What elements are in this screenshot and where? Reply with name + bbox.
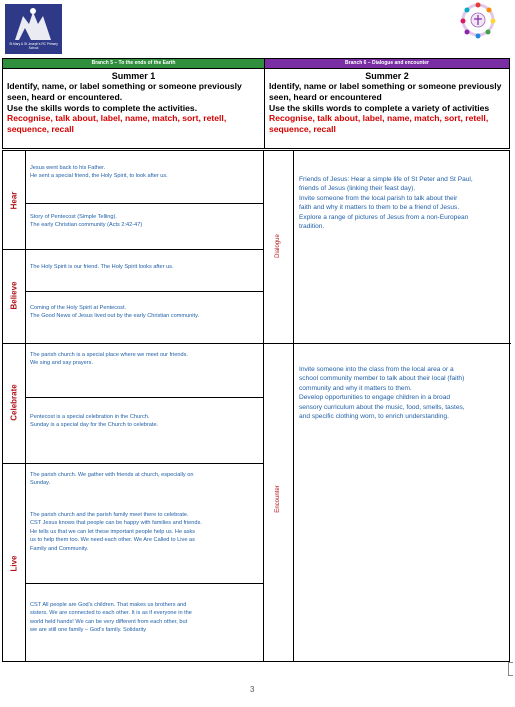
label-hear: Hear <box>9 191 19 210</box>
content-grid <box>2 150 510 662</box>
text-line: We sing and say prayers. <box>30 360 94 367</box>
text-line: Coming of the Holy Spirit at Pentecost. <box>30 305 127 311</box>
school-name: St Mary & St Joseph's RC Primary School <box>9 42 58 51</box>
text-line: Jesus went back to his Father. <box>30 165 106 171</box>
text-line: Sunday is a special day for the Church to celebrate. <box>30 422 159 429</box>
text-line: The parish church and the parish family meet there to celebrate. <box>30 512 189 518</box>
text-line: us to help them too. We need each other. We Are Called to Live as <box>30 537 195 544</box>
text-line: and specific clothing worn, to enrich understanding. <box>299 413 449 421</box>
label-believe: Believe <box>9 281 19 310</box>
encounter-cell <box>299 365 509 421</box>
label-celebrate: Celebrate <box>9 384 19 421</box>
dialogue-cell <box>299 175 509 231</box>
believe-cell-1 <box>30 263 260 271</box>
diocese-logo <box>459 1 497 39</box>
text-line: sensory curriculum about the music, food, smells, tastes, <box>299 403 465 411</box>
summer2-instruction: Use the skills words to complete a variety of activities <box>269 102 490 113</box>
text-line: Sunday. <box>30 480 51 487</box>
wreath-icon <box>459 1 497 39</box>
text-line: Invite someone from the local parish to talk about their <box>299 194 458 202</box>
text-line: sisters. We are connected to each other. It is as if everyone in the <box>30 610 192 617</box>
summer2-title: Summer 2 <box>365 71 409 81</box>
text-line: we are still one family – God’s family. Solidarity <box>30 627 147 634</box>
label-encounter: Encounter <box>275 485 281 513</box>
text-line: The Holy Spirit is our friend. The Holy Spirit looks after us. <box>30 264 174 270</box>
label-dialogue: Dialogue <box>275 234 281 258</box>
summer1-overview <box>3 69 265 148</box>
text-line: Develop opportunities to engage children in a broad <box>299 394 451 402</box>
summer1-skills: Recognise, talk about, label, name, match, sort, retell, sequence, recall <box>7 113 227 135</box>
text-line: Invite someone into the class from the local area or a <box>299 366 454 373</box>
text-line: friends of Jesus (linking their feast day). <box>299 185 416 193</box>
celebrate-cell-2 <box>30 413 260 430</box>
celebrate-cell-1 <box>30 351 260 368</box>
page-number: 3 <box>250 685 255 694</box>
text-line: school community member to talk about their local (faith) <box>299 375 465 383</box>
text-line: CST All people are God’s children. That makes us brothers and <box>30 602 187 608</box>
text-line: The parish church. We gather with friends at church, especially on <box>30 472 194 478</box>
summer1-objective: Identify, name, or label something or someone previously seen, heard or encountered. <box>7 81 242 102</box>
summer2-skills: Recognise, talk about, label, name, match, sort, retell, sequence, recall <box>269 113 489 135</box>
live-cell-1 <box>30 471 260 488</box>
text-line: Family and Community. <box>30 545 89 552</box>
text-line: Story of Pentecost (Simple Telling). <box>30 214 117 220</box>
text-line: Explore a range of pictures of Jesus from a non-European <box>299 213 469 221</box>
branch5-heading: Branch 5 – To the ends of the Earth <box>3 59 265 68</box>
label-live: Live <box>9 555 19 572</box>
text-line: The Good News of Jesus lived out by the early Christian community. <box>30 313 200 320</box>
summer1-instruction: Use the skills words to complete the activities. <box>7 102 198 113</box>
header-table <box>2 58 510 149</box>
text-line: tradition. <box>299 223 325 231</box>
school-logo <box>5 4 62 54</box>
school-crest-icon <box>5 4 62 44</box>
summer1-title: Summer 1 <box>111 71 156 81</box>
summer2-overview <box>265 69 509 148</box>
page-edge-marker <box>508 662 513 676</box>
text-line: The parish church is a special place where we meet our friends. <box>30 352 188 358</box>
branch6-heading: Branch 6 – Dialogue and encounter <box>265 59 509 68</box>
believe-cell-2 <box>30 304 260 321</box>
text-line: world held hands! We can be very different from each other, but <box>30 618 188 625</box>
hear-cell-1 <box>30 164 260 181</box>
text-line: He tells us that we can let these important people help us. He asks <box>30 528 196 535</box>
text-line: CST Jesus knows that people can be happy with families and friends. <box>30 520 202 527</box>
text-line: He sent a special friend, the Holy Spirit, to look after us. <box>30 173 168 180</box>
hear-cell-2 <box>30 213 260 230</box>
text-line: faith and why it matters to them to be a friend of Jesus. <box>299 204 460 212</box>
text-line: Pentecost is a special celebration in the Church. <box>30 414 150 420</box>
live-cell-2 <box>30 511 260 553</box>
summer2-objective: Identify, name or label something or someone previously seen, heard or encountered <box>269 81 502 102</box>
text-line: Friends of Jesus: Hear a simple life of St Peter and St Paul, <box>299 176 473 183</box>
text-line: The early Christian community (Acts 2:42-47) <box>30 222 143 229</box>
text-line: community and why it matters to them. <box>299 384 412 392</box>
live-cell-3 <box>30 601 260 635</box>
